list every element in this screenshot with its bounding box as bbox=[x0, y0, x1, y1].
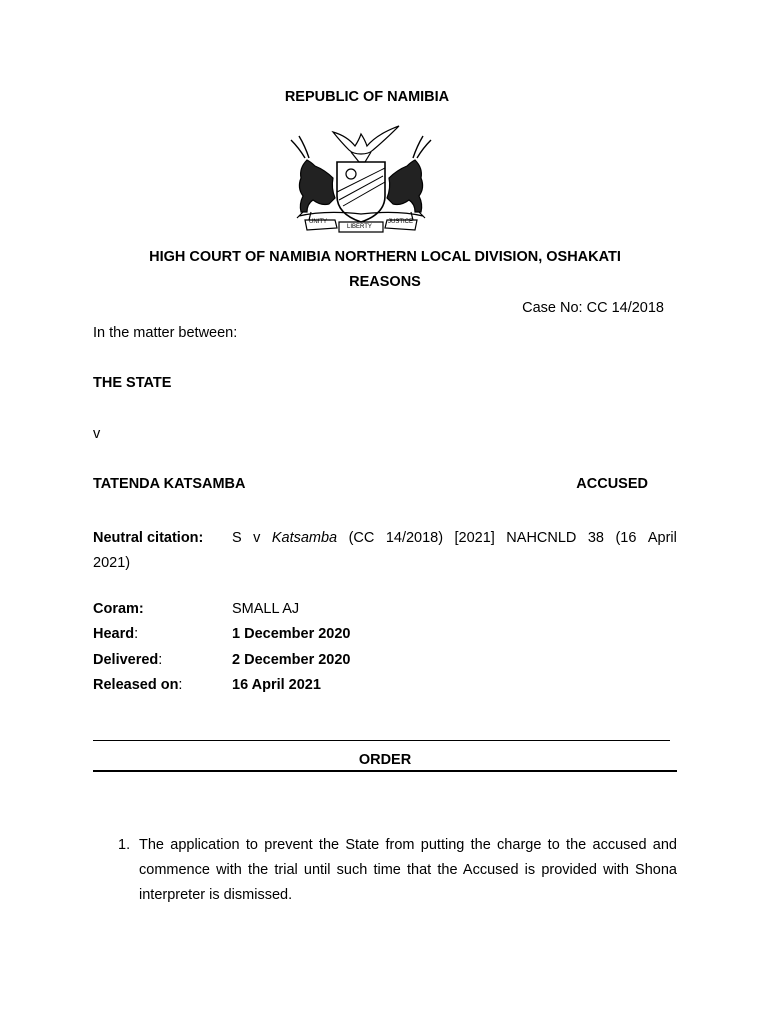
motto-unity: UNITY bbox=[309, 219, 327, 225]
citation-word: (16 bbox=[615, 530, 637, 546]
citation-prefix-v: v bbox=[253, 530, 261, 546]
citation-word: 14/2018) bbox=[385, 530, 444, 546]
citation-word: (CC bbox=[348, 530, 375, 546]
coram-label: Coram: bbox=[93, 601, 144, 617]
accused-name: TATENDA KATSAMBA bbox=[93, 476, 246, 492]
case-number: Case No: CC 14/2018 bbox=[522, 300, 664, 316]
heard-value: 1 December 2020 bbox=[232, 626, 351, 642]
citation-word: April bbox=[647, 530, 677, 546]
divider-bottom bbox=[93, 770, 677, 772]
motto-justice: JUSTICE bbox=[388, 219, 414, 225]
delivered-colon: : bbox=[158, 652, 163, 668]
citation-prefix-s: S bbox=[232, 530, 242, 546]
citation-word: NAHCNLD bbox=[506, 530, 577, 546]
motto-liberty: LIBERTY bbox=[347, 224, 372, 230]
citation-line2: 2021) bbox=[93, 555, 131, 571]
coram-value: SMALL AJ bbox=[232, 601, 300, 617]
order-item-number: 1. bbox=[118, 837, 131, 853]
order-item bbox=[93, 833, 677, 908]
accused-role: ACCUSED bbox=[576, 476, 648, 492]
heard-row bbox=[93, 626, 351, 642]
order-heading: ORDER bbox=[358, 752, 412, 768]
republic-heading: REPUBLIC OF NAMIBIA bbox=[284, 89, 450, 105]
citation-text bbox=[232, 526, 677, 551]
released-value: 16 April 2021 bbox=[232, 677, 321, 693]
released-colon: : bbox=[178, 677, 183, 693]
delivered-row bbox=[93, 652, 351, 668]
document-type: REASONS bbox=[349, 274, 421, 290]
released-label: Released on bbox=[93, 677, 179, 693]
divider-top bbox=[93, 740, 670, 741]
order-list bbox=[93, 833, 677, 908]
heard-colon: : bbox=[134, 626, 139, 642]
versus: v bbox=[93, 426, 101, 442]
party-state: THE STATE bbox=[93, 375, 172, 391]
released-row bbox=[93, 677, 321, 693]
delivered-value: 2 December 2020 bbox=[232, 652, 351, 668]
namibia-coat-of-arms-icon bbox=[285, 118, 437, 236]
heard-label: Heard bbox=[93, 626, 135, 642]
matter-intro: In the matter between: bbox=[93, 325, 238, 341]
citation-word: [2021] bbox=[454, 530, 495, 546]
court-name: HIGH COURT OF NAMIBIA NORTHERN LOCAL DIVISION, OSHAKATI bbox=[149, 249, 621, 265]
order-item-text: The application to prevent the State from putting the charge to the accused and commence with the trial until such time that the Accused is provided with Shona interpreter is dismissed. bbox=[139, 837, 677, 903]
coram-row bbox=[93, 601, 299, 617]
citation-case-name: Katsamba bbox=[271, 530, 338, 546]
neutral-citation bbox=[93, 526, 677, 576]
citation-label: Neutral citation: bbox=[93, 530, 204, 546]
citation-word: 38 bbox=[587, 530, 604, 546]
delivered-label: Delivered bbox=[93, 652, 159, 668]
